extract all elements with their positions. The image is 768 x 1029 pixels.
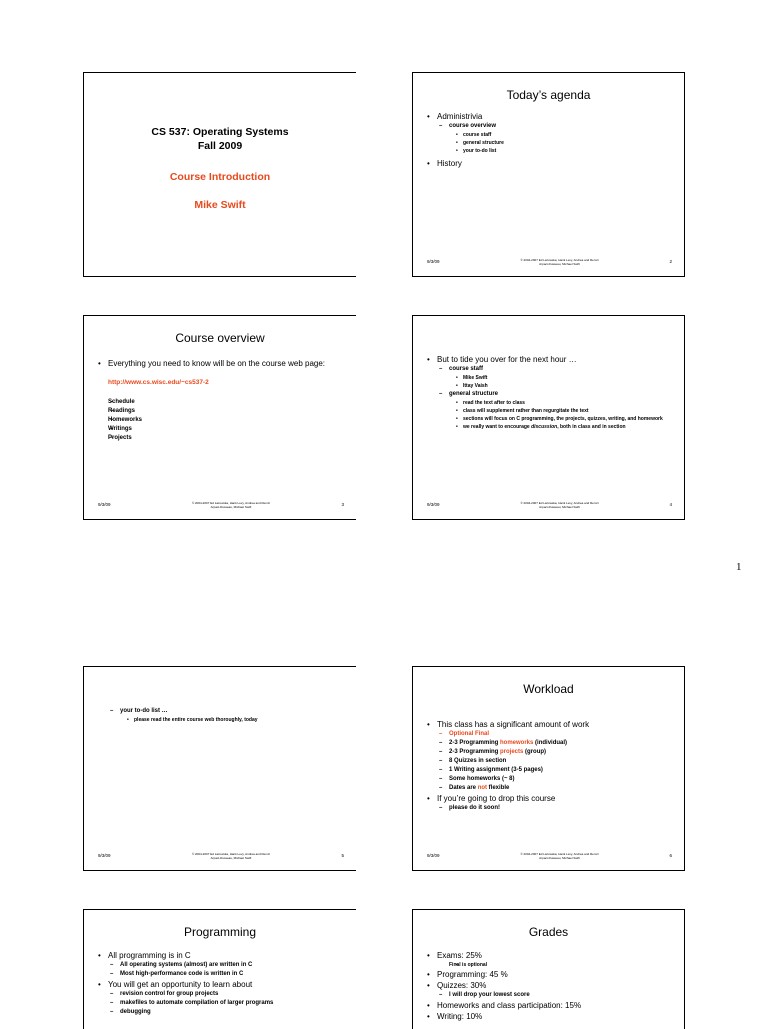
list-item: • Homeworks and class participation: 15% <box>427 1000 672 1011</box>
list-item: • Exams: 25% <box>427 950 672 961</box>
list-item: • course staff <box>427 131 672 139</box>
slide-number: 5 <box>341 853 344 858</box>
list-item: • You will get an opportunity to learn about <box>98 979 344 990</box>
list-item: – course staff <box>427 365 672 374</box>
footer-copyright <box>487 501 632 509</box>
list-item: • your to-do list <box>427 147 672 155</box>
copyright-line-1: © 2004-2007 Ed Lazowska, Hank Levy, Andrea and Remzi <box>520 852 599 856</box>
slide-number: 3 <box>341 502 344 507</box>
list-item <box>427 748 672 757</box>
copyright-line-2: Arpaci-Dusseau, Michael Swift <box>539 505 580 509</box>
list-item: • Programming: 45 % <box>427 969 672 980</box>
list-item: – I will drop your lowest score <box>427 991 672 1000</box>
list-item: • This class has a significant amount of work <box>427 719 672 730</box>
footer-copyright <box>487 258 632 266</box>
list-item: • Writing: 10% <box>427 1011 672 1022</box>
footer-date: 9/3/09 <box>98 853 111 858</box>
copyright-line-1: © 2004-2007 Ed Lazowska, Hank Levy, Andrea and Remzi <box>191 501 271 505</box>
footer-copyright <box>487 852 632 860</box>
list-item: – Some homeworks (~ 8) <box>427 775 672 784</box>
list-item: • Mike Swift <box>427 374 672 382</box>
list-item: – 1 Writing assignment (3-5 pages) <box>427 766 672 775</box>
list-item: • Final is optional <box>427 961 672 969</box>
copyright-line-2: Arpaci-Dusseau, Michael Swift <box>539 856 580 860</box>
slide-6-workload <box>412 666 685 871</box>
list-item: • general structure <box>427 139 672 147</box>
footer-date: 9/3/09 <box>427 853 440 858</box>
slide-1-title <box>83 72 356 277</box>
copyright-line-1: © 2004-2007 Ed Lazowska, Hank Levy, Andrea and Remzi <box>520 501 599 505</box>
copyright-line-2: Arpaci-Dusseau, Michael Swift <box>539 262 580 266</box>
slide-footer <box>427 852 672 862</box>
course-term: Fall 2009 <box>197 140 243 152</box>
footer-date: 9/3/09 <box>427 259 440 264</box>
highlight-text: homeworks <box>500 740 534 746</box>
text-span: 2-3 Programming <box>449 749 501 755</box>
text-span: we really want to encourage <box>463 424 532 430</box>
list-item: – general structure <box>427 390 672 399</box>
course-subtitle: Course Introduction <box>169 171 271 183</box>
text-span: Dates are <box>449 785 478 791</box>
slide-title: Grades <box>528 925 569 939</box>
slide-number: 2 <box>669 259 672 264</box>
list-item: • class will supplement rather than regurgitate the text <box>427 407 672 415</box>
slide-2-agenda <box>412 72 685 277</box>
slide-title: Course overview <box>175 331 265 345</box>
slide-footer <box>427 501 672 511</box>
course-title: CS 537: Operating Systems <box>151 126 289 138</box>
text-span: , both in class and in section <box>557 424 626 430</box>
slide-number: 4 <box>669 502 672 507</box>
list-item: – Most high-performance code is written in C <box>98 970 344 979</box>
footer-date: 9/3/09 <box>427 502 440 507</box>
list-item: • But to tide you over for the next hour … <box>427 354 672 365</box>
slide-footer <box>98 501 344 511</box>
copyright-line-1: © 2004-2007 Ed Lazowska, Hank Levy, Andrea and Remzi <box>191 852 271 856</box>
slide-8-grades <box>412 909 685 1029</box>
highlight-text: projects <box>500 749 524 755</box>
list-item <box>427 423 672 431</box>
text-span: (group) <box>523 749 547 755</box>
list-item: – Projects <box>98 434 344 443</box>
slide-7-programming <box>83 909 356 1029</box>
list-item: – please do it soon! <box>427 804 672 813</box>
copyright-line-1: © 2004-2007 Ed Lazowska, Hank Levy, Andrea and Remzi <box>520 258 599 262</box>
list-item: • sections will focus on C programming, the projects, quizzes, writing, and homework <box>427 415 672 423</box>
list-item: – course overview <box>427 122 672 131</box>
author-name: Mike Swift <box>194 199 246 211</box>
emphasis-text: discussion <box>531 424 558 430</box>
list-item: • All programming is in C <box>98 950 344 961</box>
slide-4-course-structure <box>412 315 685 520</box>
list-item: – All operating systems (almost) are written in C <box>98 961 344 970</box>
list-item: • Everything you need to know will be on the course web page: <box>98 358 344 369</box>
footer-copyright <box>158 501 304 509</box>
footer-copyright <box>158 852 304 860</box>
list-item: – Optional Final <box>427 730 672 739</box>
text-span: 2-3 Programming <box>449 740 501 746</box>
slide-title: Today’s agenda <box>506 88 591 102</box>
copyright-line-2: Arpaci-Dusseau, Michael Swift <box>210 505 252 509</box>
highlight-text: not <box>477 785 488 791</box>
slide-number: 6 <box>669 853 672 858</box>
list-item <box>427 739 672 748</box>
slide-footer <box>427 258 672 268</box>
list-item: • Administrivia <box>427 111 672 122</box>
slide-3-course-overview <box>83 315 356 520</box>
copyright-line-2: Arpaci-Dusseau, Michael Swift <box>210 856 252 860</box>
list-item: – Homeworks <box>98 416 344 425</box>
list-item: – debugging <box>98 1008 344 1017</box>
slide-footer <box>98 852 344 862</box>
list-item: • read the text after to class <box>427 399 672 407</box>
slide-5-todo <box>83 666 356 871</box>
footer-date: 9/3/09 <box>98 502 111 507</box>
list-item: – makefiles to automate compilation of larger programs <box>98 999 344 1008</box>
slide-title: Workload <box>523 682 574 696</box>
list-item: • If you’re going to drop this course <box>427 793 672 804</box>
text-span: (individual) <box>533 740 568 746</box>
list-item: – revision control for group projects <box>98 990 344 999</box>
text-span: flexible <box>487 785 510 791</box>
list-item: – Schedule <box>98 398 344 407</box>
list-item: • please read the entire course web thoroughly, today <box>98 716 344 724</box>
list-item: – Readings <box>98 407 344 416</box>
slide-title: Programming <box>183 925 257 939</box>
list-item: • History <box>427 158 672 169</box>
list-item: – your to-do list … <box>98 707 344 716</box>
list-item: • Ittay Vaish <box>427 382 672 390</box>
page-number: 1 <box>736 561 742 573</box>
list-item: – Writings <box>98 425 344 434</box>
list-item <box>427 784 672 793</box>
course-web-link[interactable]: http://www.cs.wisc.edu/~cs537-2 <box>108 379 209 386</box>
list-item: – 8 Quizzes in section <box>427 757 672 766</box>
list-item: • Quizzes: 30% <box>427 980 672 991</box>
